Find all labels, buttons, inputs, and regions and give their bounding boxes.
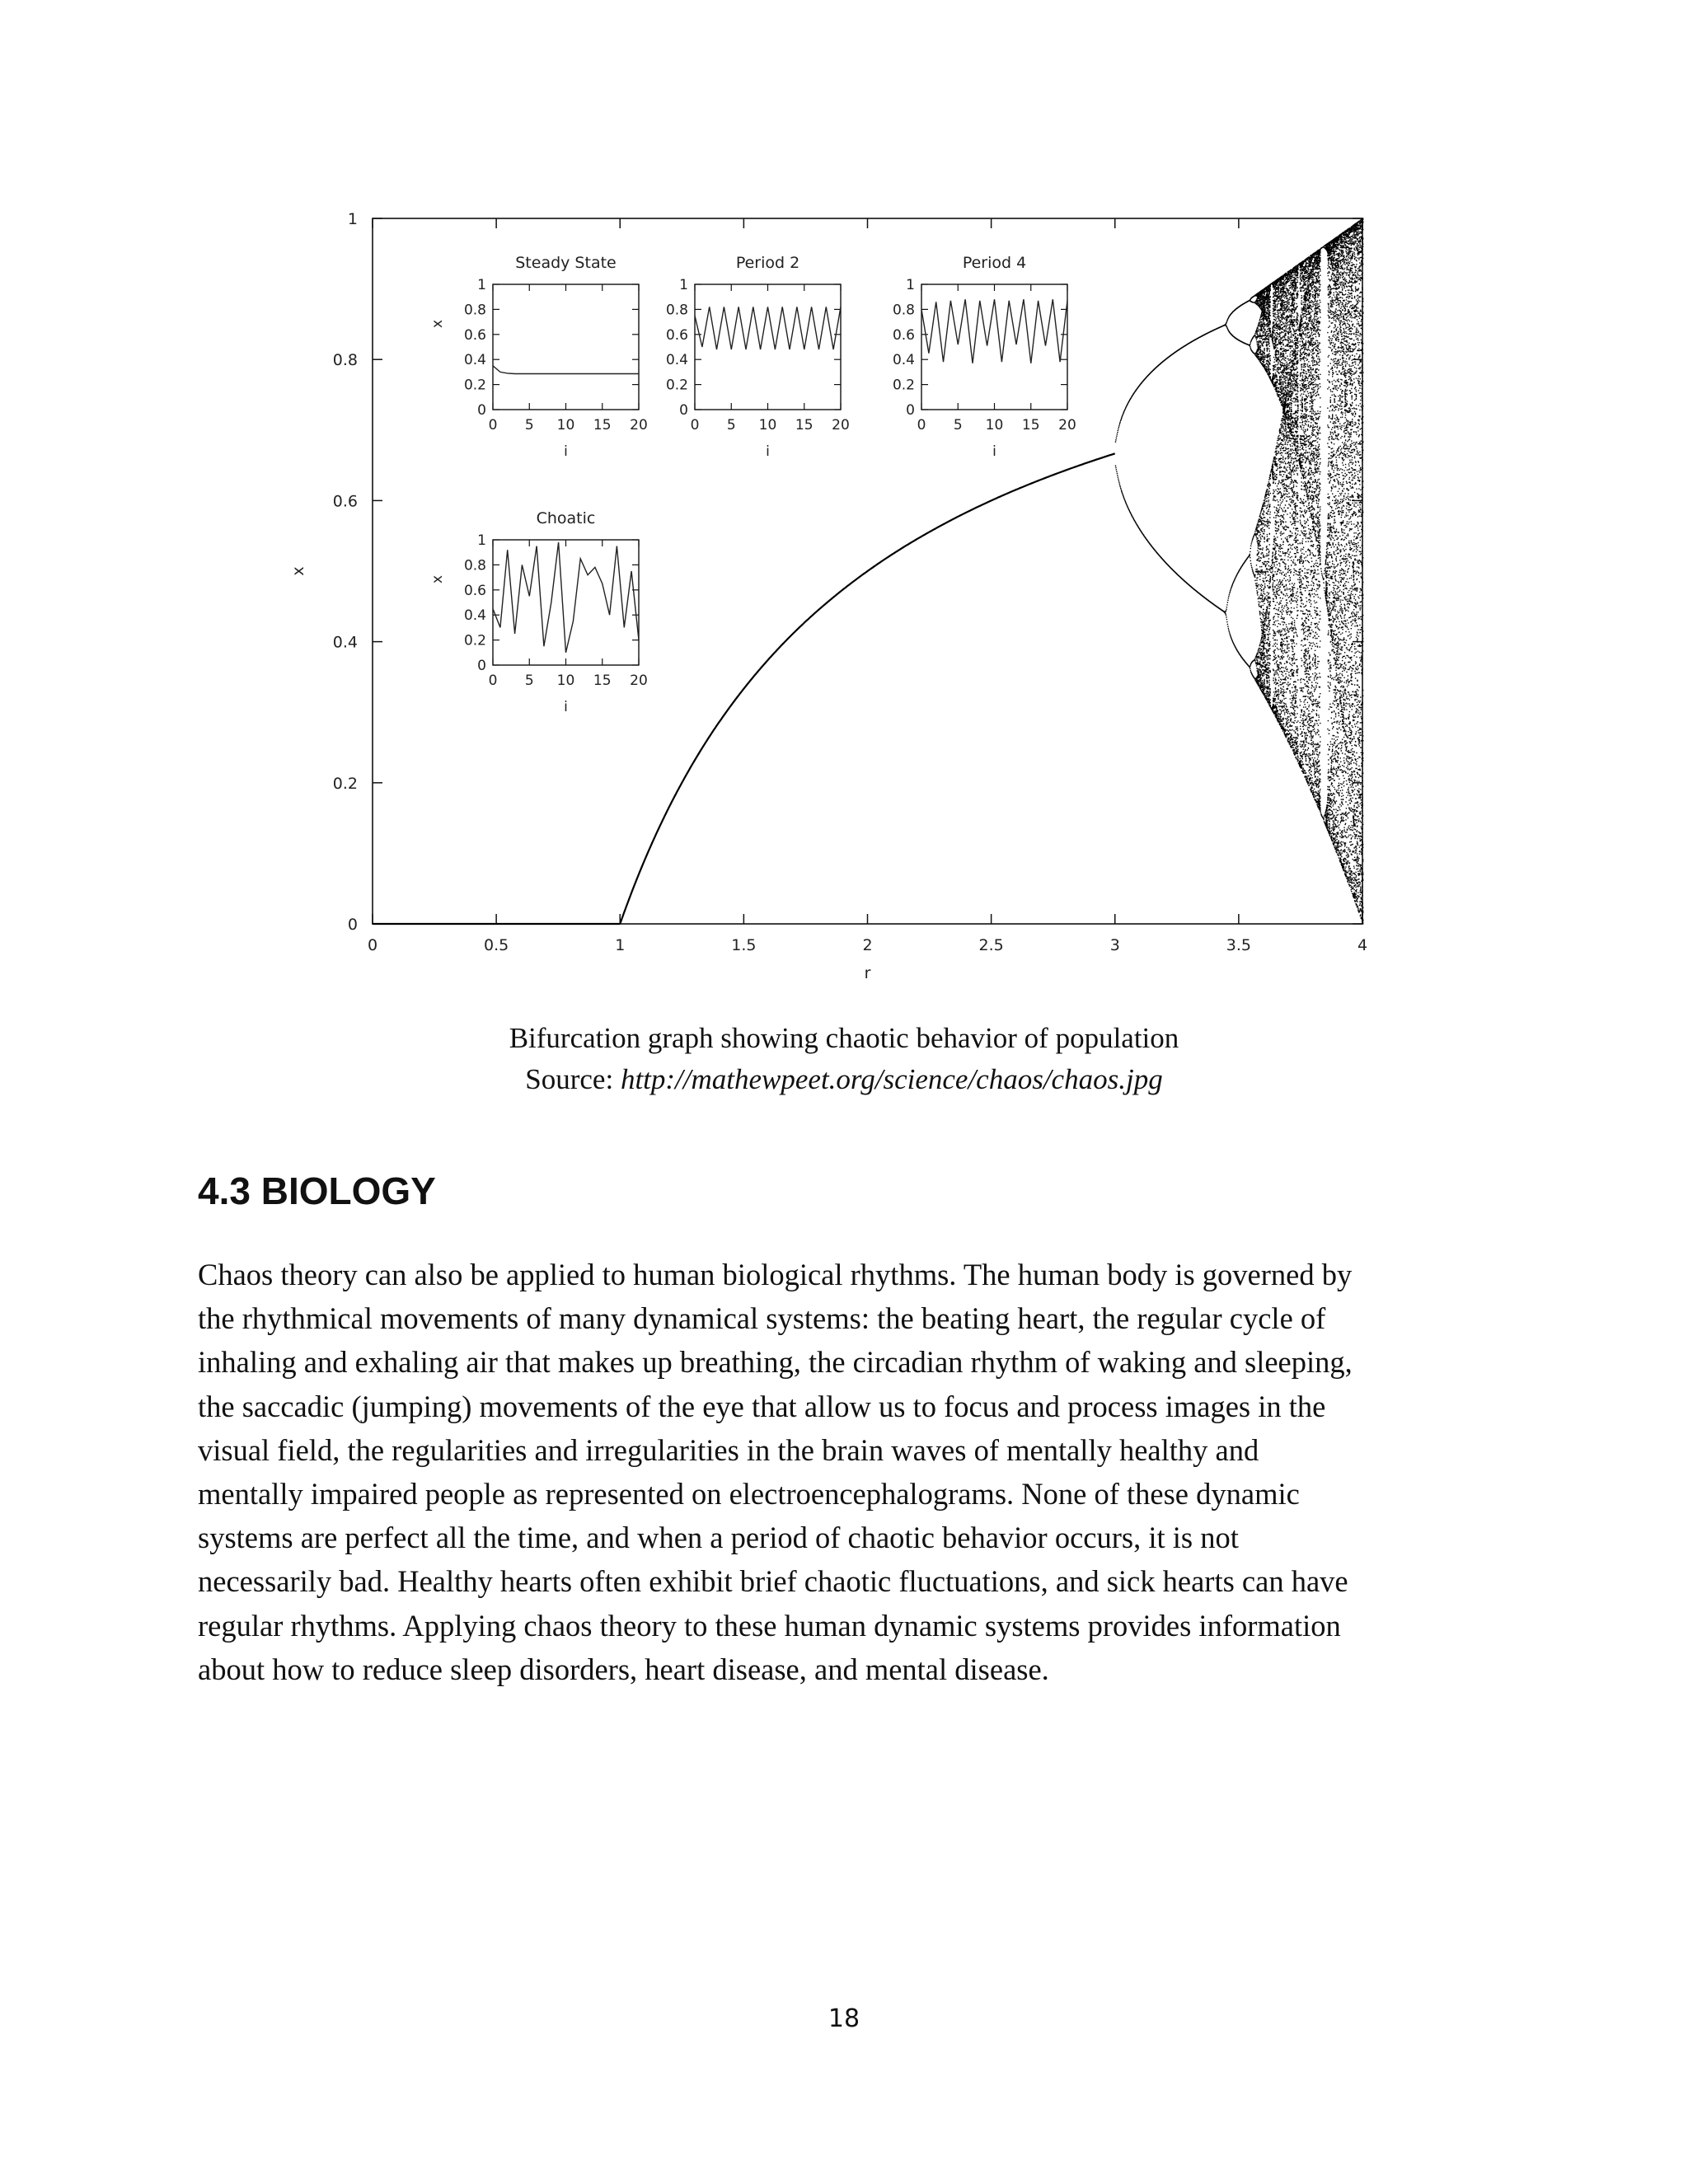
inset-y-axis-label: x <box>429 319 446 329</box>
inset-x-tick-label: 0 <box>690 417 700 434</box>
inset-x-tick-label: 15 <box>593 417 612 434</box>
bifurcation-stable-branch <box>620 453 1114 924</box>
inset-x-tick-label: 10 <box>985 417 1004 434</box>
inset-y-tick-label: 0.2 <box>892 377 915 394</box>
body-line: visual field, the regularities and irregularities in the brain waves of mentally healthy and <box>198 1432 1259 1467</box>
main-y-tick-label: 0.6 <box>332 492 358 511</box>
figure-source <box>0 1063 1688 1096</box>
inset-y-tick-label: 0.4 <box>463 607 486 625</box>
inset-y-tick-label: 0 <box>679 402 688 419</box>
main-x-tick-label: 3.5 <box>1226 936 1251 954</box>
main-x-tick-label: 2.5 <box>978 936 1004 954</box>
main-y-tick-label: 0.8 <box>332 351 358 370</box>
inset-x-axis-label: i <box>564 699 568 715</box>
inset-x-tick-label: 0 <box>917 417 926 434</box>
main-y-tick-label: 0 <box>347 916 358 934</box>
inset-x-tick-label: 5 <box>726 417 736 434</box>
main-x-tick-label: 1 <box>615 936 626 954</box>
inset-x-tick-label: 20 <box>630 673 648 689</box>
inset-y-tick-label: 0.2 <box>665 377 688 394</box>
inset-y-tick-label: 0.2 <box>463 632 486 649</box>
body-line: about how to reduce sleep disorders, heart disease, and mental disease. <box>198 1652 1049 1686</box>
main-x-axis-label: r <box>864 964 871 982</box>
main-y-axis-label: x <box>289 566 307 576</box>
inset-y-axis-label: x <box>429 574 446 584</box>
inset-x-tick-label: 10 <box>556 417 575 434</box>
inset-x-tick-label: 20 <box>832 417 850 434</box>
main-x-tick-label: 2 <box>862 936 873 954</box>
inset-y-tick-label: 0 <box>477 658 486 674</box>
source-url: http://mathewpeet.org/science/chaos/chaos.jpg <box>620 1063 1163 1095</box>
main-y-tick-label: 1 <box>347 210 358 228</box>
inset-title: Steady State <box>515 254 617 272</box>
page-number: 18 <box>828 2004 860 2033</box>
main-x-tick-label: 4 <box>1357 936 1368 954</box>
inset-y-tick-label: 0.6 <box>892 326 915 344</box>
inset-y-tick-label: 0.4 <box>463 352 486 369</box>
body-line: the rhythmical movements of many dynamical systems: the beating heart, the regular cycle of <box>198 1301 1326 1336</box>
main-x-tick-label: 3 <box>1109 936 1120 954</box>
inset-x-tick-label: 5 <box>953 417 963 434</box>
inset-y-tick-label: 0.6 <box>665 326 688 344</box>
inset-y-tick-label: 0.8 <box>463 557 486 574</box>
main-y-tick-label: 0.4 <box>332 633 358 652</box>
main-x-tick-label: 1.5 <box>731 936 757 954</box>
inset-y-tick-label: 0.2 <box>463 377 486 394</box>
inset-y-tick-label: 0.8 <box>463 302 486 319</box>
inset-y-tick-label: 1 <box>477 277 486 293</box>
inset-x-tick-label: 20 <box>1058 417 1076 434</box>
inset-title: Period 2 <box>735 254 800 272</box>
main-y-tick-label: 0.2 <box>332 774 358 793</box>
inset-y-tick-label: 0.6 <box>463 582 486 599</box>
inset-title: Choatic <box>536 509 596 527</box>
inset-y-tick-label: 1 <box>906 277 915 293</box>
inset-frame <box>493 284 639 410</box>
main-x-tick-label: 0.5 <box>484 936 509 954</box>
body-line: regular rhythms. Applying chaos theory to these human dynamic systems provides information <box>198 1608 1341 1643</box>
inset-y-tick-label: 1 <box>477 532 486 549</box>
inset-x-tick-label: 20 <box>630 417 648 434</box>
inset-y-tick-label: 1 <box>679 277 688 293</box>
inset-x-axis-label: i <box>564 443 568 460</box>
inset-x-tick-label: 10 <box>556 673 575 689</box>
figure-caption: Bifurcation graph showing chaotic behavior of population <box>509 1022 1179 1054</box>
body-line: Chaos theory can also be applied to human biological rhythms. The human body is governed by <box>198 1258 1353 1291</box>
bifurcation-chart-svg <box>280 194 1409 1001</box>
body-line: mentally impaired people as represented on electroencephalograms. None of these dynamic <box>198 1477 1300 1511</box>
inset-x-axis-label: i <box>766 443 770 460</box>
inset-x-tick-label: 5 <box>524 417 534 434</box>
inset-y-tick-label: 0.8 <box>665 302 688 319</box>
section-body <box>198 1253 1508 1691</box>
inset-y-tick-label: 0.4 <box>665 352 688 369</box>
inset-x-tick-label: 0 <box>488 417 498 434</box>
inset-y-tick-label: 0.8 <box>892 302 915 319</box>
inset-title: Period 4 <box>962 254 1027 272</box>
inset-x-tick-label: 15 <box>795 417 814 434</box>
bifurcation-chaotic-points <box>1115 218 1364 924</box>
inset-y-tick-label: 0 <box>906 402 915 419</box>
inset-x-tick-label: 15 <box>1021 417 1040 434</box>
inset-y-tick-label: 0 <box>477 402 486 419</box>
body-line: the saccadic (jumping) movements of the eye that allow us to focus and process images in the <box>198 1389 1326 1423</box>
source-label: Source: <box>525 1063 621 1095</box>
body-line: necessarily bad. Healthy hearts often exhibit brief chaotic fluctuations, and sick hearts can have <box>198 1564 1348 1599</box>
inset-y-tick-label: 0.4 <box>892 352 915 369</box>
inset-x-tick-label: 5 <box>524 673 534 689</box>
body-line: inhaling and exhaling air that makes up breathing, the circadian rhythm of waking and sleeping, <box>198 1345 1353 1380</box>
inset-x-tick-label: 15 <box>593 673 612 689</box>
inset-y-tick-label: 0.6 <box>463 326 486 344</box>
main-x-tick-label: 0 <box>367 936 378 954</box>
bifurcation-figure <box>280 194 1409 1001</box>
inset-x-axis-label: i <box>992 443 996 460</box>
inset-x-tick-label: 10 <box>758 417 777 434</box>
body-line: systems are perfect all the time, and when a period of chaotic behavior occurs, it is not <box>198 1521 1239 1555</box>
inset-x-tick-label: 0 <box>488 673 498 689</box>
section-heading: 4.3 BIOLOGY <box>198 1169 436 1212</box>
